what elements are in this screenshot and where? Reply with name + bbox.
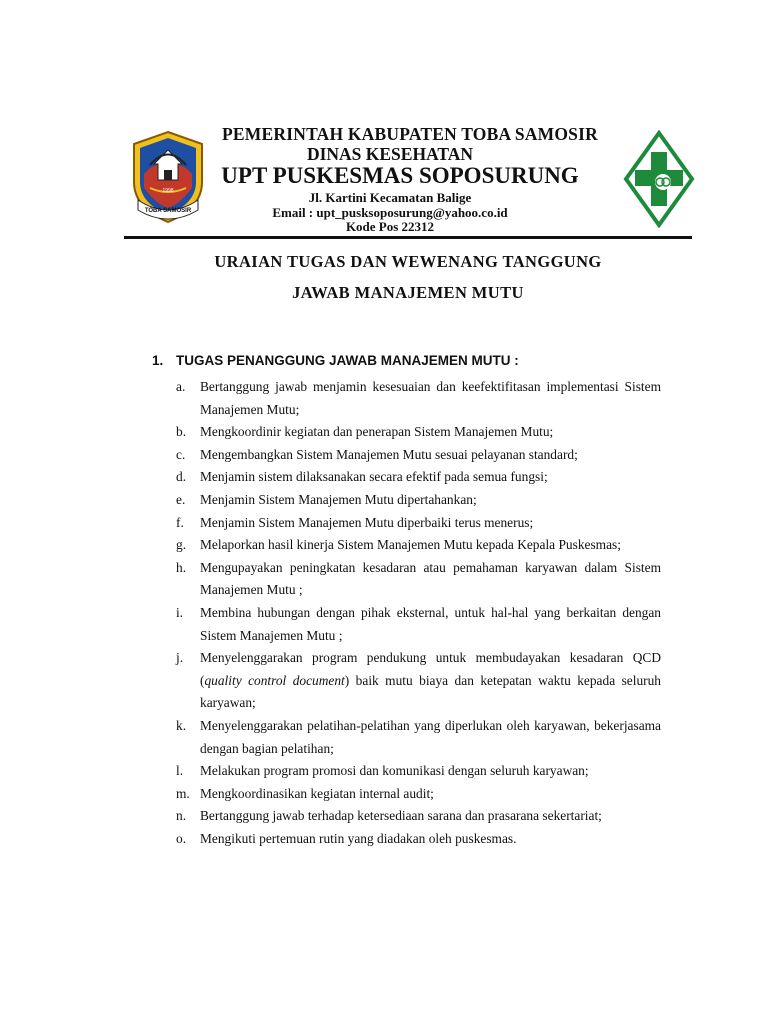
item-text: Mengikuti pertemuan rutin yang diadakan oleh puskesmas.	[200, 830, 517, 846]
document-title-line-1: URAIAN TUGAS DAN WEWENANG TANGGUNG	[214, 252, 602, 271]
institution-name: UPT PUSKESMAS SOPOSURUNG	[221, 163, 579, 188]
item-marker: d.	[176, 469, 187, 485]
item-text: Melakukan program promosi dan komunikasi dengan seluruh karyawan;	[200, 763, 589, 779]
email-line: Email : upt_pusksoposurung@yahoo.co.id	[272, 205, 508, 220]
item-text: Menjamin sistem dilaksanakan secara efektif pada semua fungsi;	[200, 469, 548, 485]
postal-code-line: Kode Pos 22312	[345, 219, 435, 234]
item-text: Mengupayakan peningkatan kesadaran atau pemahaman karyawan dalam Sistem Manajemen Mutu ;	[200, 559, 661, 598]
item-text: Menyelenggarakan pelatihan-pelatihan yang diperlukan oleh karyawan, bekerjasama dengan bagian pelatihan;	[200, 717, 661, 756]
item-text: Melaporkan hasil kinerja Sistem Manajemen Mutu kepada Kepala Puskesmas;	[200, 537, 621, 553]
item-marker: l.	[176, 763, 184, 779]
item-marker: a.	[176, 379, 186, 394]
item-marker: i.	[176, 604, 184, 620]
item-text-before: Menyelenggarakan program pendukung untuk membudayakan kesadaran QCD (	[200, 650, 661, 688]
address-line: Jl. Kartini Kecamatan Balige	[308, 190, 472, 205]
section-number: 1.	[152, 353, 164, 368]
document-title-line-2: JAWAB MANAJEMEN MUTU	[292, 283, 524, 302]
item-marker: m.	[176, 785, 190, 801]
list-item	[176, 466, 661, 489]
item-text: Membina hubungan dengan pihak eksternal, untuk hal-hal yang berkaitan dengan Sistem Manajemen Mutu ;	[200, 604, 661, 643]
puskesmas-cross-logo-icon	[623, 130, 695, 228]
list-item	[176, 715, 661, 760]
item-text-italic: quality control document	[204, 672, 345, 688]
item-text: Mengkoordinasikan kegiatan internal audit;	[200, 785, 434, 801]
item-marker: j.	[176, 650, 184, 666]
item-marker: o.	[176, 830, 187, 846]
list-item	[176, 760, 661, 783]
list-item	[176, 805, 661, 828]
section-heading-text: TUGAS PENANGGUNG JAWAB MANAJEMEN MUTU :	[176, 353, 519, 368]
list-item	[176, 828, 661, 851]
section-heading	[152, 353, 519, 368]
list-item	[176, 444, 661, 467]
item-text: Bertanggung jawab menjamin kesesuaian dan keefektifitasan implementasi Sistem Manajemen Mutu;	[200, 379, 661, 417]
duties-list	[176, 376, 661, 850]
list-item	[176, 647, 661, 715]
item-text: Menjamin Sistem Manajemen Mutu diperbaiki terus menerus;	[200, 514, 534, 530]
government-line: PEMERINTAH KABUPATEN TOBA SAMOSIR	[222, 124, 598, 144]
item-text: Bertanggung jawab terhadap ketersediaan sarana dan prasarana sekertariat;	[200, 808, 602, 824]
item-text	[200, 647, 661, 715]
svg-text:TOBA SAMOSIR: TOBA SAMOSIR	[144, 208, 192, 214]
list-item	[176, 421, 661, 444]
item-text: Mengembangkan Sistem Manajemen Mutu sesuai pelayanan standard;	[200, 446, 578, 462]
item-marker: f.	[176, 514, 184, 530]
list-item	[176, 534, 661, 557]
item-marker: e.	[176, 491, 186, 507]
list-item	[176, 489, 661, 512]
list-item	[176, 602, 661, 647]
item-marker: n.	[176, 808, 187, 824]
item-marker: k.	[176, 717, 187, 733]
list-item	[176, 557, 661, 602]
list-item	[176, 512, 661, 535]
list-item	[176, 783, 661, 806]
list-item	[176, 376, 661, 421]
svg-text:1998: 1998	[162, 188, 174, 194]
item-marker: g.	[176, 537, 187, 553]
department-line: DINAS KESEHATAN	[306, 144, 474, 164]
item-marker: c.	[176, 446, 186, 462]
item-marker: h.	[176, 559, 187, 575]
item-text-after: ) baik mutu biaya dan ketepatan waktu kepada seluruh karyawan;	[200, 672, 661, 711]
header-divider	[124, 236, 692, 239]
item-text: Mengkoordinir kegiatan dan penerapan Sistem Manajemen Mutu;	[200, 424, 554, 440]
item-text: Menjamin Sistem Manajemen Mutu dipertahankan;	[200, 491, 477, 507]
item-marker: b.	[176, 424, 187, 440]
